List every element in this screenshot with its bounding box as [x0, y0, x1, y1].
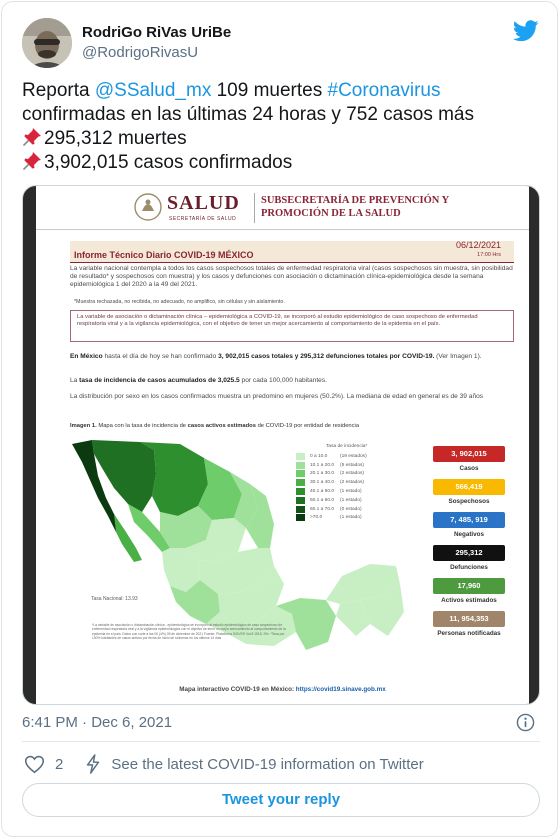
legend-swatch: [296, 479, 305, 486]
legend-swatch: [296, 488, 305, 495]
legend-count: (1 estado): [340, 489, 362, 495]
legend-range: >70.0: [310, 515, 323, 521]
stat-suspects-label: Sospechosos: [448, 498, 490, 505]
like-count: 2: [55, 755, 64, 773]
legend-swatch: [296, 514, 305, 521]
tweet-card: [1, 1, 558, 837]
para3-text-c: por cada 100,000 habitantes.: [239, 377, 327, 384]
mexico-coat-of-arms-icon: [133, 191, 163, 223]
stat-cases-label: Casos: [459, 465, 479, 472]
stat-deaths-value: 295,312: [433, 545, 505, 561]
mention-link[interactable]: @SSalud_mx: [94, 80, 212, 101]
header-divider: [254, 193, 255, 223]
report-time: 17:00 Hrs: [477, 252, 501, 258]
tweet-media-image[interactable]: [22, 185, 540, 705]
stat-notified-value: 11, 954,353: [433, 611, 505, 627]
pushpin-icon: [22, 151, 42, 171]
subsecretaria-title: [261, 194, 461, 220]
legend-row: [296, 470, 367, 479]
legend-row: [296, 478, 367, 487]
legend-range: 20.1 a 30.0: [310, 471, 335, 477]
twitter-bird-icon[interactable]: [513, 20, 539, 42]
report-document: [36, 186, 529, 705]
legend-range: 40.1 a 50.0: [310, 489, 335, 495]
para2-text-d: (Ver Imagen 1).: [434, 353, 482, 360]
image-caption: [70, 423, 359, 429]
legend-range: 60.1 a 70.0: [310, 506, 335, 512]
legend-count: (19 estados): [340, 453, 367, 459]
legend-range: 10.1 a 20.0: [310, 462, 335, 468]
map-fine-print: *La variable de asociación o dictaminación clínica - epidemiológica se incorporó al estudio epidemiológico de caso sospechoso de enfermedad respiratoria viral y a la vigilancia epidemiológica con el objetivo de tener un mejor acercamiento al comportamiento de la epidemia en el país. Datos con corte a las 06 (4%) 05 de diciembre de 2021 Fuente: Plataforma SISVER Vol.8 1518, 29x. *Tasa por 100% habitantes de casos activos por fecha de inicio de síntomas en los últimos 14 días: [92, 623, 286, 641]
legend-swatch: [296, 506, 305, 513]
legend-swatch: [296, 453, 305, 460]
legend-count: (2 estados): [340, 480, 364, 486]
para3-text-a: La: [70, 377, 80, 384]
report-paragraph-1: La variable nacional contempla a todos los casos sospechosos totales de enfermedad respiratoria viral (casos sospechosos sin muestra, sin posibilidad de resultado* y sospechosos con muestra) y los casos y defunciones con asociación o dictaminación clínica-epidemiológica desde la semana epidemiológica 1 del 2020 a la 49 del 2021.: [70, 265, 513, 289]
image-caption-b: Mapa con la tasa de incidencia de: [96, 423, 188, 429]
para2-bold-c: 3, 902,015 casos totales y 295,312 defunciones totales por COVID-19.: [218, 353, 435, 360]
legend-range: 0 a 10.0: [310, 453, 328, 459]
pushpin-icon: [22, 127, 42, 147]
stat-negatives-value: 7, 485, 919: [433, 512, 505, 528]
tweet-text: [22, 79, 542, 175]
stat-active-label: Activos estimados: [441, 597, 497, 604]
user-handle[interactable]: @RodrigoRivasU: [82, 44, 199, 61]
stat-deaths-label: Defunciones: [450, 564, 488, 571]
heart-icon[interactable]: [24, 754, 45, 774]
image-caption-a: Imagen 1.: [70, 423, 97, 429]
tasa-nacional: Tasa Nacional: 13.93: [91, 596, 138, 602]
salud-logo-subtitle: SECRETARÍA DE SALUD: [169, 216, 237, 222]
action-divider: [22, 741, 540, 742]
report-paragraph-2: [70, 353, 514, 361]
salud-logo-text: SALUD: [167, 192, 240, 214]
legend-count: (1 estado): [340, 515, 362, 521]
para2-text-b: hasta el día de hoy se han confirmado: [102, 353, 219, 360]
report-header: [36, 186, 529, 230]
report-footer: [36, 686, 529, 693]
report-date: 06/12/2021: [455, 240, 501, 250]
legend-row: [296, 514, 367, 523]
stats-panel: [433, 446, 505, 644]
footer-text: Mapa interactivo COVID-19 en México:: [179, 686, 296, 693]
report-footnote: *Muestra rechazada, no recibida, no adecuado, no amplifico, sin células y sin aislamiento.: [74, 299, 285, 305]
legend-row: [296, 461, 367, 470]
legend-range: 30.1 a 40.0: [310, 480, 335, 486]
report-box-note: La variable de asociación o dictaminación clínica – epidemiológica a COVID-19, se incorporó al estudio epidemiológico de caso sospechoso de enfermedad respiratoria viral y a la vigilancia epidemiológica, con el objetivo de tener un mejor acercamiento al comportamiento de la epidemia en el país.: [70, 310, 514, 342]
legend-count: (2 estados): [340, 471, 364, 477]
footer-link: https://covid19.sinave.gob.mx: [295, 686, 386, 693]
legend-row: [296, 487, 367, 496]
map-legend: [296, 444, 367, 522]
legend-swatch: [296, 497, 305, 504]
subsecretaria-line-1: SUBSECRETARÍA DE PREVENCIÓN Y: [261, 195, 450, 206]
tweet-cases-line: 3,902,015 casos confirmados: [44, 152, 293, 173]
para3-bold-b: tasa de incidencia de casos acumulados de 3,025.5: [79, 377, 240, 384]
report-title: Informe Técnico Diario COVID-19 MÉXICO: [74, 250, 254, 260]
legend-swatch: [296, 462, 305, 469]
para2-bold-a: En México: [70, 353, 103, 360]
legend-count: (5 estados): [340, 462, 364, 468]
hashtag-link[interactable]: #Coronavirus: [327, 80, 441, 101]
legend-count: (0 estado): [340, 506, 362, 512]
tweet-timestamp[interactable]: 6:41 PM · Dec 6, 2021: [22, 714, 173, 731]
legend-row: [296, 496, 367, 505]
tweet-deaths-line: 295,312 muertes: [44, 128, 187, 149]
stat-cases-value: 3, 902,015: [433, 446, 505, 462]
stat-active-value: 17,960: [433, 578, 505, 594]
tweet-text-mid: 109 muertes: [211, 80, 328, 101]
stat-negatives-label: Negativos: [453, 531, 485, 538]
subsecretaria-line-2: PROMOCIÓN DE LA SALUD: [261, 208, 401, 219]
avatar[interactable]: [22, 18, 72, 68]
info-icon[interactable]: [516, 713, 535, 732]
report-paragraph-4: La distribución por sexo en los casos confirmados muestra un predomino en mujeres (50.2%). La mediana de edad en general es de 39 años: [70, 393, 484, 400]
title-underline: [70, 262, 514, 263]
bolt-icon: [85, 754, 101, 774]
stat-notified-label: Personas notificadas: [437, 630, 501, 637]
legend-row: [296, 505, 367, 514]
legend-range: 50.1 a 60.0: [310, 497, 335, 503]
image-caption-c: casos activos estimados: [187, 423, 256, 429]
legend-row: [296, 452, 367, 461]
legend-title: Tasa de incidencia*: [326, 444, 368, 449]
reply-button[interactable]: Tweet your reply: [22, 783, 540, 817]
action-row: [24, 753, 424, 775]
tweet-text-prefix: Reporta: [22, 80, 95, 101]
covid-info-link[interactable]: See the latest COVID-19 information on Twitter: [111, 755, 424, 773]
tweet-line-2: confirmadas en las últimas 24 horas y 752 casos más: [22, 104, 474, 125]
legend-swatch: [296, 470, 305, 477]
report-paragraph-3: [70, 377, 514, 385]
image-caption-d: de COVID-19 por entidad de residencia: [255, 423, 360, 429]
legend-count: (1 estado): [340, 497, 362, 503]
user-display-name[interactable]: RodriGo RiVas UriBe: [82, 24, 232, 41]
stat-suspects-value: 566,419: [433, 479, 505, 495]
